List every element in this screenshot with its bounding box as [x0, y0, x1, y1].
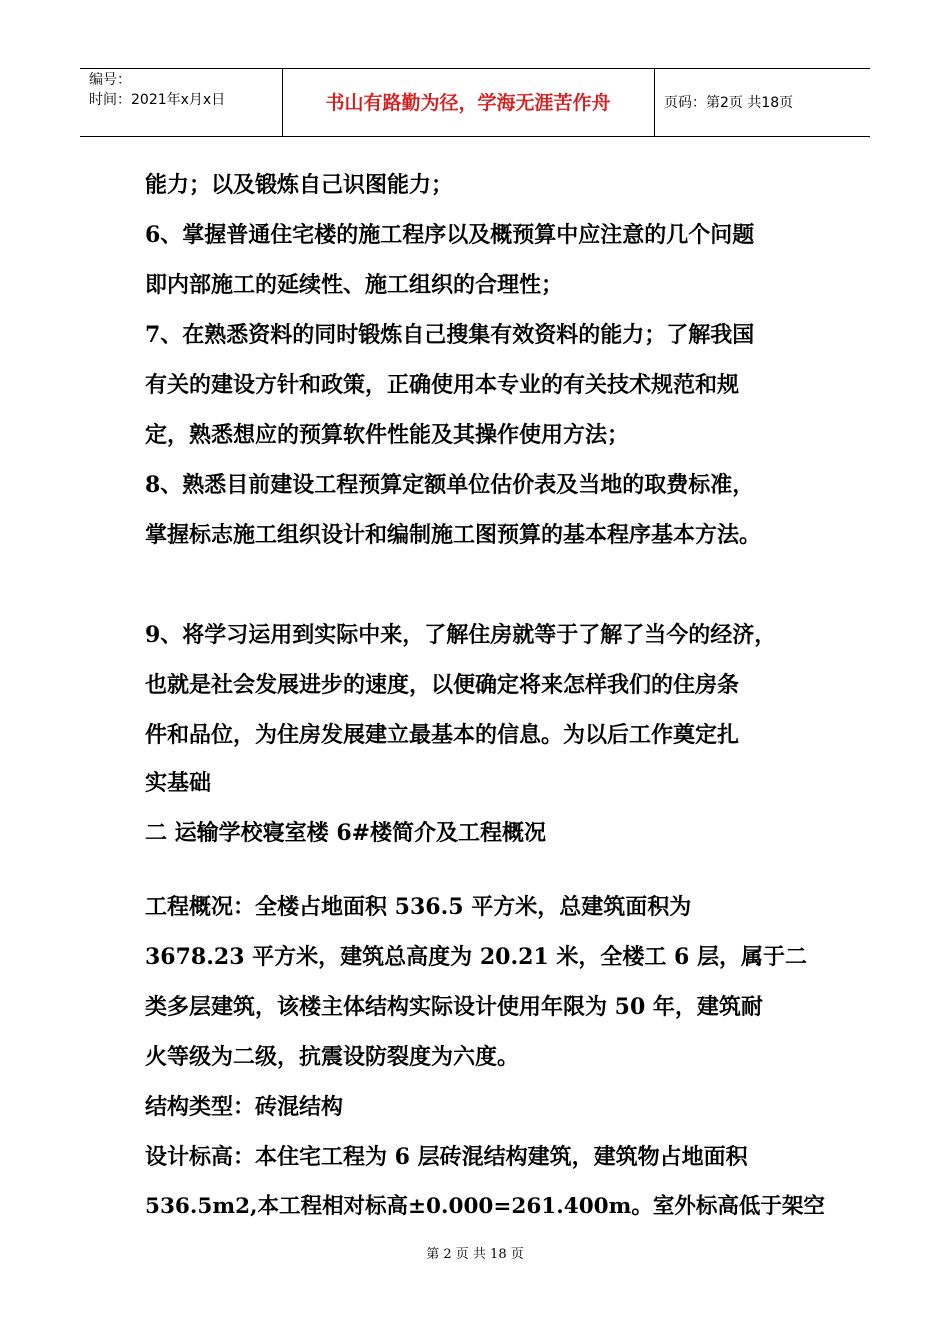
body-line: 设计标高：本住宅工程为 6 层砖混结构建筑，建筑物占地面积 [145, 1144, 748, 1170]
body-line: 9、将学习运用到实际中来，了解住房就等于了解了当今的经济， [145, 622, 777, 648]
header-page-number: 页码：第2页 共18页 [664, 95, 794, 111]
body-line: 实基础 [145, 770, 212, 796]
header-separator-right [654, 68, 655, 136]
body-line: 工程概况：全楼占地面积 536.5 平方米，总建筑面积为 [145, 894, 692, 920]
footer-page-number: 第 2 页 共 18 页 [426, 1247, 524, 1262]
body-line: 能力；以及锻炼自己识图能力； [145, 172, 454, 198]
body-line: 6、掌握普通住宅楼的施工程序以及概预算中应注意的几个问题 [145, 222, 755, 248]
header-top-rule [80, 68, 870, 69]
body-line: 结构类型：砖混结构 [145, 1094, 344, 1120]
date-label: 时间：2021年x月x日 [89, 92, 226, 108]
body-line: 536.5m2,本工程相对标高±0.000=261.400m。室外标高低于架空 [145, 1194, 825, 1219]
serial-number-label: 编号： [89, 72, 131, 88]
body-line: 3678.23 平方米，建筑总高度为 20.21 米，全楼工 6 层，属于二 [145, 944, 807, 970]
body-line: 类多层建筑，该楼主体结构实际设计使用年限为 50 年，建筑耐 [145, 994, 763, 1020]
body-line: 火等级为二级，抗震设防裂度为六度。 [145, 1044, 520, 1070]
body-line: 定，熟悉想应的预算软件性能及其操作使用方法； [145, 422, 630, 448]
body-line: 即内部施工的延续性、施工组织的合理性； [145, 272, 564, 298]
header-info [89, 70, 279, 110]
body-line: 7、在熟悉资料的同时锻炼自己搜集有效资料的能力；了解我国 [145, 322, 755, 348]
section-heading: 二 运输学校寝室楼 6#楼简介及工程概况 [145, 820, 547, 846]
body-line: 8、熟悉目前建设工程预算定额单位估价表及当地的取费标准， [145, 472, 755, 498]
body-line: 件和品位，为住房发展建立最基本的信息。为以后工作奠定扎 [145, 722, 740, 748]
header-bottom-rule [80, 136, 870, 137]
body-line: 也就是社会发展进步的速度，以便确定将来怎样我们的住房条 [145, 672, 740, 698]
body-line: 有关的建设方针和政策，正确使用本专业的有关技术规范和规 [145, 372, 740, 398]
header-motto: 书山有路勤为径，学海无涯苦作舟 [325, 92, 611, 114]
body-line: 掌握标志施工组织设计和编制施工图预算的基本程序基本方法。 [145, 522, 762, 548]
